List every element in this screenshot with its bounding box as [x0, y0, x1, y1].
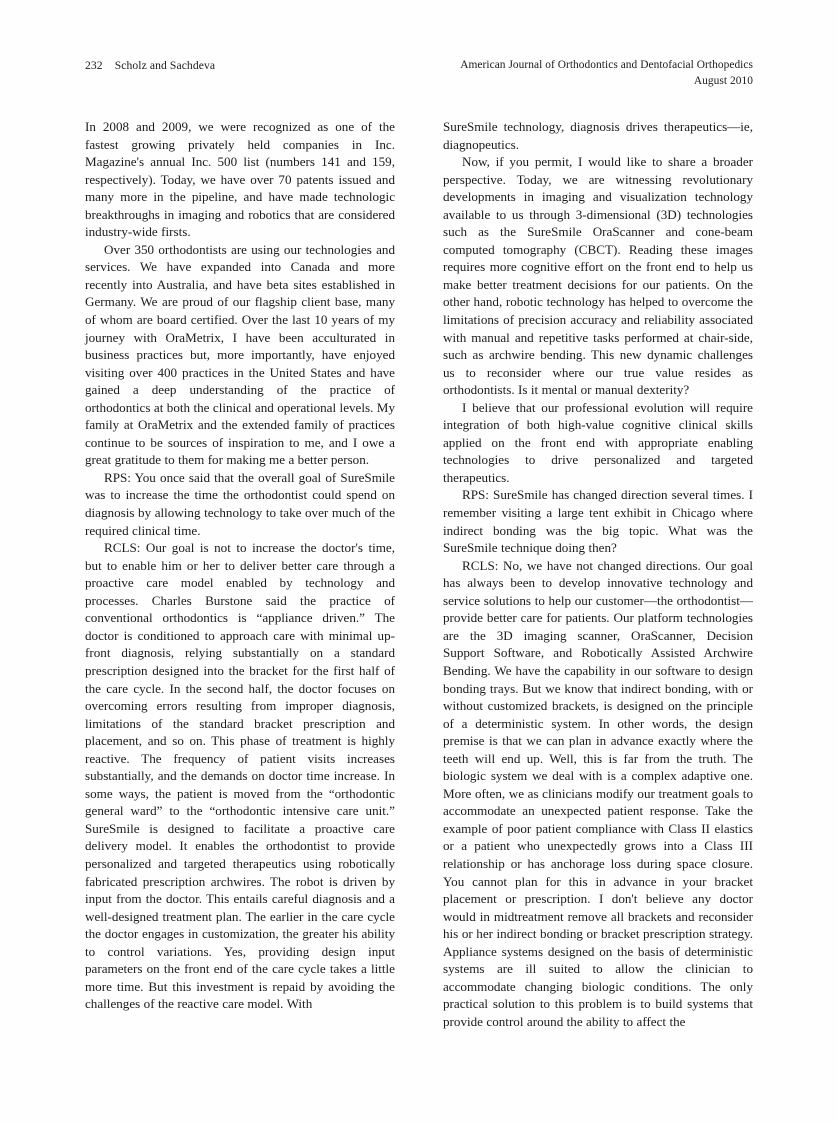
header-authors: Scholz and Sachdeva: [114, 59, 216, 72]
header-left-group: [85, 58, 215, 73]
paragraph: SureSmile technology, diagnosis drives therapeutics—ie, diagnopeutics.: [443, 119, 753, 152]
paragraph: Now, if you permit, I would like to share a broader perspective. Today, we are witnessing revolutionary developments in imaging and visualization technology available to us through 3-dimensional (3D) technologies such as the SureSmile OraScanner and cone-beam computed tomography (CBCT). Reading these images requires more cognitive effort on the front end to help us make better treatment decisions for our patients. On the other hand, robotic technology has helped to overcome the limitations of precision accuracy and reliability associated with manual and repetitive tasks performed at chair-side, such as archwire bending. This new dynamic challenges us to reconsider where our true value resides as orthodontists. Is it mental or manual dexterity?: [443, 154, 753, 398]
journal-title: American Journal of Orthodontics and Dentofacial Orthopedics: [460, 59, 753, 71]
paragraph: RPS: SureSmile has changed direction several times. I remember visiting a large tent exhibit in Chicago where indirect bonding was the big topic. What was the SureSmile technique doing then?: [443, 487, 753, 556]
body-columns: [85, 118, 753, 1078]
page-number: 232: [85, 59, 103, 72]
paragraph: In 2008 and 2009, we were recognized as one of the fastest growing privately held companies in Inc. Magazine's annual Inc. 500 list (numbers 141 and 159, respectively). Today, we have over 70 patents issued and many more in the pipeline, and have made technologic breakthroughs in imaging and robotics that are considered industry-wide firsts.: [85, 119, 395, 240]
paragraph: RCLS: No, we have not changed directions. Our goal has always been to develop innovative technology and service solutions to help our customer—the orthodontist—provide better care for patients. Our platform technologies are the 3D imaging scanner, OraScanner, Decision Support Software, and Robotically Assisted Archwire Bending. We have the capability in our software to design bonding trays. But we know that indirect bonding, with or without customized brackets, is designed on the principle of a deterministic system. In other words, the design premise is that we can plan in advance exactly where the teeth will end up. Well, this is far from the truth. The biologic system we deal with is a complex adaptive one. More often, we as clinicians modify our treatment goals to accommodate an unexpected patient response. Take the example of poor patient compliance with Class II elastics or a patient who unexpectedly grows into a Class III relationship or has anchorage loss during space closure. You cannot plan for this in advance in your bracket placement or prescription. I don't believe any doctor would in midtreatment remove all brackets and reconsider his or her indirect bonding or bracket prescription strategy. Appliance systems designed on the basis of deterministic systems are ill suited to allow the clinician to accommodate changing biologic conditions. The only practical solution to this problem is to build systems that provide control around the ability to affect the: [443, 557, 753, 1029]
issue-date: August 2010: [693, 74, 753, 87]
paragraph: I believe that our professional evolution will require integration of both high-value cognitive clinical skills applied on the front end with appropriate enabling technologies to drive personalized and targeted therapeutics.: [443, 399, 753, 485]
paragraph: RCLS: Our goal is not to increase the doctor's time, but to enable him or her to deliver better care through a proactive care model enabled by technology and processes. Charles Burstone said the practice of conventional orthodontics is “appliance driven.” The doctor is conditioned to approach care with minimal up-front diagnosis, relying substantially on a standard prescription designed into the bracket for the first half of the care cycle. In the second half, the doctor focuses on overcoming errors resulting from improper diagnosis, limitations of the standard bracket prescription and placement, and so on. This phase of treatment is highly reactive. The frequency of patient visits increases substantially, and the demands on doctor time increase. In some ways, the patient is moved from the “orthodontic general ward” to the “orthodontic intensive care unit.” SureSmile is designed to facilitate a proactive care delivery model. It enables the orthodontist to provide personalized and targeted therapeutics using robotically fabricated prescription archwires. The robot is driven by input from the doctor. This entails careful diagnosis and a well-designed treatment plan. The earlier in the care cycle the doctor engages in customization, the greater his ability to control variations. Yes, providing design input parameters on the front end of the care cycle takes a little more time. But this investment is repaid by avoiding the challenges of the reactive care model. With: [85, 540, 395, 1012]
left-column: [85, 118, 395, 1078]
right-column: [443, 118, 753, 1078]
paragraph: Over 350 orthodontists are using our technologies and services. We have expanded into Canada and more recently into Australia, and have beta sites established in Germany. We are proud of our flagship client base, many of whom are board certified. Over the last 10 years of my journey with OraMetrix, I have been acculturated in business practices but, more importantly, have enjoyed visiting over 400 practices in the United States and have gained a deep understanding of the practice of orthodontics at both the clinical and operational levels. My family at OraMetrix and the extended family of practices continue to be sources of inspiration to me, and I owe a great gratitude to them for making me a better person.: [85, 241, 395, 468]
header-right-group: [460, 58, 753, 89]
paragraph: RPS: You once said that the overall goal of SureSmile was to increase the time the orthodontist could spend on diagnosis by allowing technology to take over much of the required clinical time.: [85, 469, 395, 538]
running-header: [85, 58, 753, 98]
